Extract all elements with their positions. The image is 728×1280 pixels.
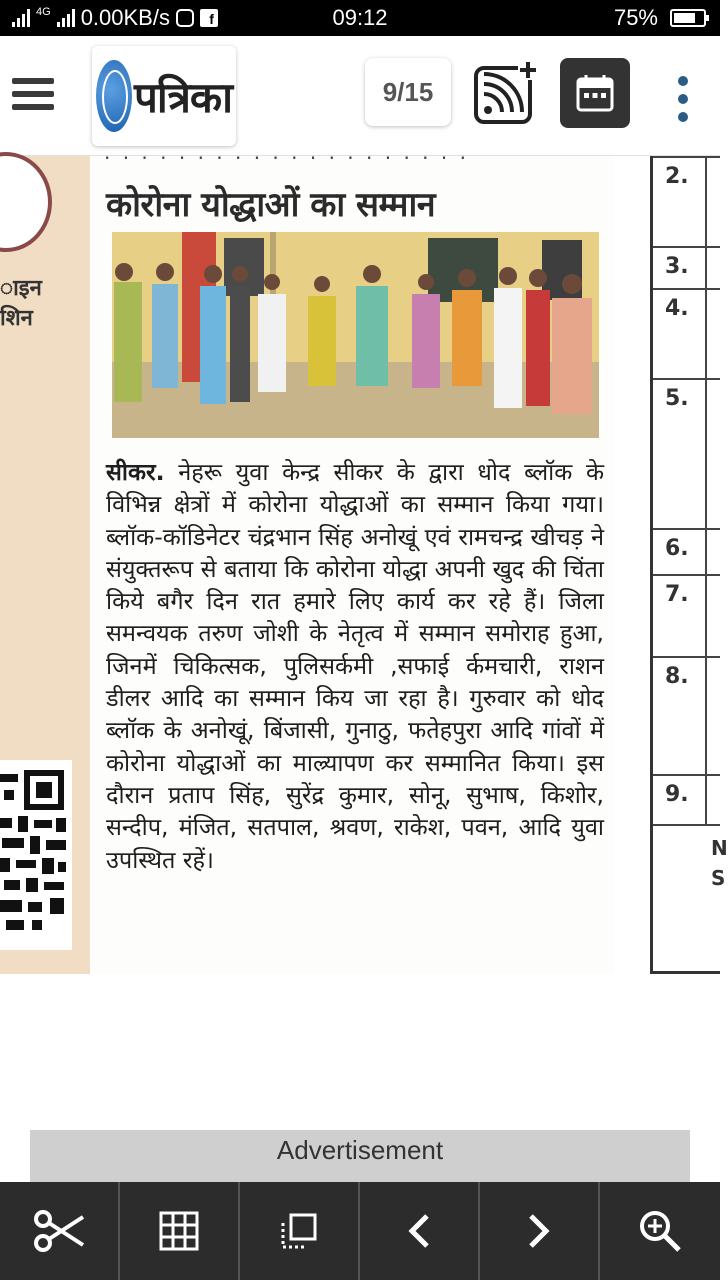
left-column-text [0,274,42,334]
chevron-right-icon [527,1213,551,1249]
epaper-viewer[interactable] [0,146,728,980]
battery-percent: 75% [613,5,658,30]
advertisement-label: Advertisement [276,1135,444,1165]
left-circle-graphic [0,152,52,252]
chevron-left-icon [407,1213,431,1249]
article-body [106,456,604,876]
select-area-button[interactable] [240,1182,360,1280]
grid-icon [159,1211,199,1251]
facebook-icon: f [200,9,218,27]
table-footer: N S [653,824,720,974]
table-row: 6. [653,528,720,574]
next-page-button[interactable] [480,1182,600,1280]
network-type: 4G [36,6,51,18]
clip-button[interactable] [0,1182,120,1280]
article-photo [112,232,599,438]
table-row: 4. [653,288,720,378]
table-row: 2. [653,156,720,246]
logo-text: पत्रिका [133,72,233,122]
more-vertical-icon[interactable] [676,76,690,122]
left-column-clip [0,156,90,974]
clipped-text-above: · · · · · · · · · · · · · · · · · · · · [104,146,469,170]
zoom-in-icon [638,1209,682,1253]
app-toolbar [0,36,720,156]
news-article[interactable] [92,146,614,974]
select-area-icon [279,1211,319,1251]
zoom-in-button[interactable] [600,1182,720,1280]
page-indicator[interactable]: 9/15 [365,58,451,126]
qr-code [0,760,72,950]
article-headline: कोरोना योद्धाओं का सम्मान [106,185,436,225]
table-row: 8. [653,656,720,774]
clock: 09:12 [332,5,388,30]
globe-icon [96,60,132,132]
left-text-line-1: ाइन [0,276,42,301]
table-row: 5. [653,378,720,528]
status-bar [0,0,720,36]
calendar-icon [575,73,615,113]
table-row: 3. [653,246,720,288]
article-dateline: सीकर. [106,458,165,486]
grid-view-button[interactable] [120,1182,240,1280]
table-row: 9. [653,774,720,824]
rss-add-icon[interactable] [474,60,538,124]
battery-icon [670,9,706,27]
previous-page-button[interactable] [360,1182,480,1280]
bottom-toolbar [0,1182,720,1280]
hamburger-icon[interactable] [12,78,54,110]
calendar-button[interactable] [560,58,630,128]
table-row: 7. [653,574,720,656]
status-right [614,5,706,31]
right-table-clip [650,156,728,974]
patrika-logo[interactable] [92,46,236,146]
advertisement-banner[interactable] [30,1130,690,1182]
article-body-text: नेहरू युवा केन्द्र सीकर के द्वारा धोद ब्लॉक के विभिन्न क्षेत्रों में कोरोना योद्धाओं का सम्मान किया गया। ब्लॉक-कॉडिनेटर चंद्रभान सिंह अनोखूं एवं रामचन्द्र खीचड़ ने संयुक्तरूप से बताया कि कोरोना योद्धा अपनी खुद की चिंता किये बगैर दिन रात हमारे लिए कार्य कर रहे हैं। जिला समन्वयक तरुण जोशी के नेतृत्व में सम्मान समोराह हुआ, जिनमें चिकित्सक, पुलिसर्कमी ,सफाई र्कमचारी, राशन डीलर आदि का सम्मान किय जा रहा है। गुरुवार को धोद ब्लॉक के अनोखूं, बिंजासी, गुनाठु, फतेहपुरा आदि गांवों में कोरोना योद्धाओं का माल्र्यापण कर सम्मानित किया। इस दौरान प्रताप सिंह, सुरेंद्र कुमार, सोनू, सुभाष, किशोर, सन्दीप, मंजित, सतपाल, श्रवण, राकेश, पवन, आदि युवा उपस्थित रहें। [106,458,604,874]
left-text-line-2: शिन [0,306,33,331]
scissors-icon [33,1209,85,1253]
data-speed: 0.00KB/s [80,5,170,30]
